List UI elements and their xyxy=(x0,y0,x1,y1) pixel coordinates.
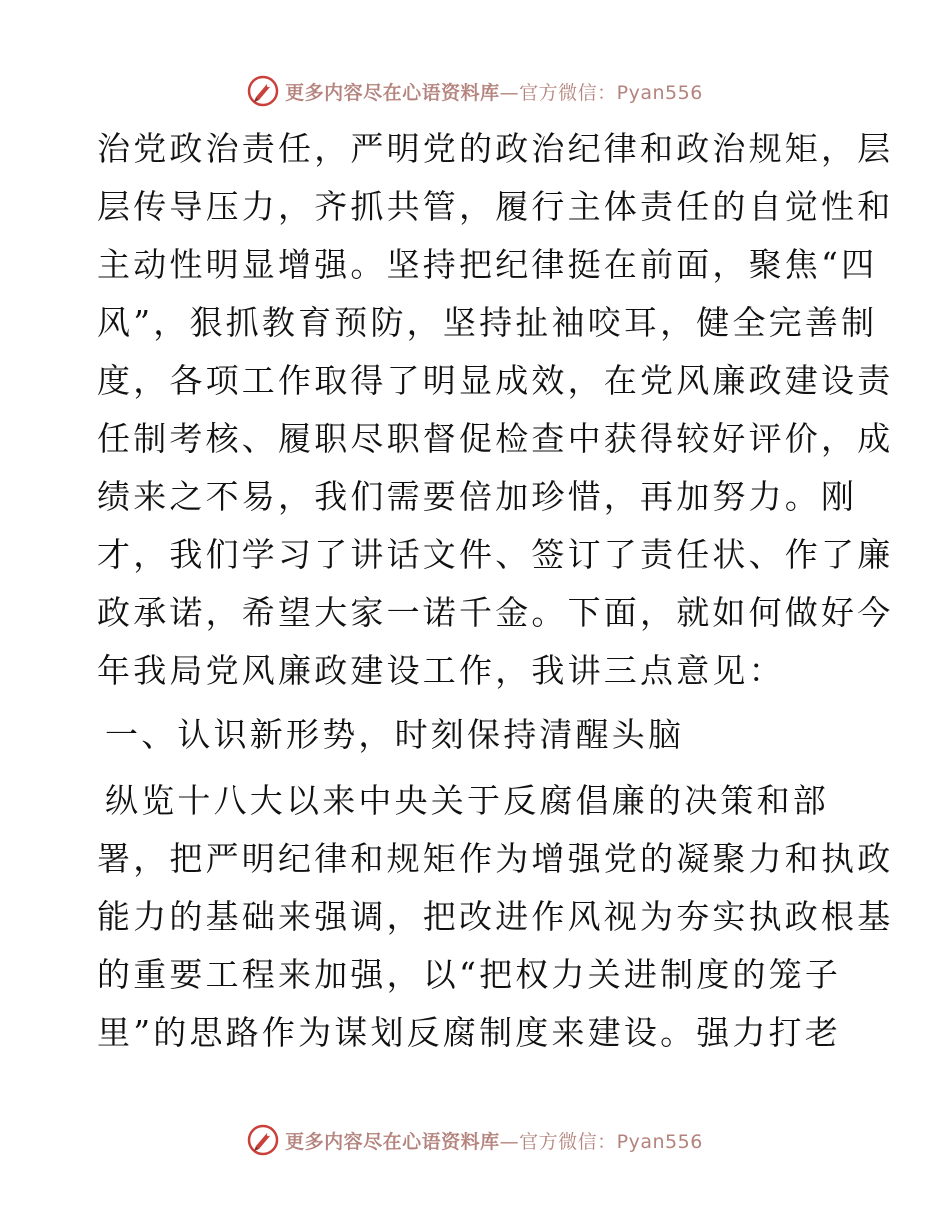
section-line: 能力的基础来强调，把改进作风视为夯实执政根基 xyxy=(97,897,894,936)
body-line: 年我局党风廉政建设工作，我讲三点意见： xyxy=(97,651,785,690)
logo-icon xyxy=(247,1124,279,1156)
body-line: 治党政治责任，严明党的政治纪律和政治规矩，层 xyxy=(97,129,894,168)
logo-icon xyxy=(247,75,279,107)
section-line: 署，把严明纪律和规矩作为增强党的凝聚力和执政 xyxy=(97,839,894,878)
body-line: 层传导压力，齐抓共管，履行主体责任的自觉性和 xyxy=(97,187,894,226)
footer-watermark xyxy=(0,1120,950,1160)
body-line: 风”，狠抓教育预防，坚持扯袖咬耳，健全完善制 xyxy=(97,303,878,342)
section-heading: 一、认识新形势，时刻保持清醒头脑 xyxy=(105,715,685,754)
watermark-text: 更多内容尽在心语资料库—官方微信：Pyan556 xyxy=(285,1130,703,1153)
body-line: 度，各项工作取得了明显成效，在党风廉政建设责 xyxy=(97,361,894,400)
header-watermark xyxy=(0,71,950,111)
body-line: 任制考核、履职尽职督促检查中获得较好评价，成 xyxy=(97,419,894,458)
document-body xyxy=(97,120,894,1062)
body-line: 政承诺，希望大家一诺千金。下面，就如何做好今 xyxy=(97,593,894,632)
body-line: 主动性明显增强。坚持把纪律挺在前面，聚焦“四 xyxy=(97,245,878,284)
body-line: 才，我们学习了讲话文件、签订了责任状、作了廉 xyxy=(97,535,894,574)
watermark-text: 更多内容尽在心语资料库—官方微信：Pyan556 xyxy=(285,81,703,104)
section-line: 里”的思路作为谋划反腐制度来建设。强力打老 xyxy=(97,1013,842,1052)
section-line: 纵览十八大以来中央关于反腐倡廉的决策和部 xyxy=(105,781,829,820)
section-line: 的重要工程来加强，以“把权力关进制度的笼子 xyxy=(97,955,842,994)
body-line: 绩来之不易，我们需要倍加珍惜，再加努力。刚 xyxy=(97,477,858,516)
